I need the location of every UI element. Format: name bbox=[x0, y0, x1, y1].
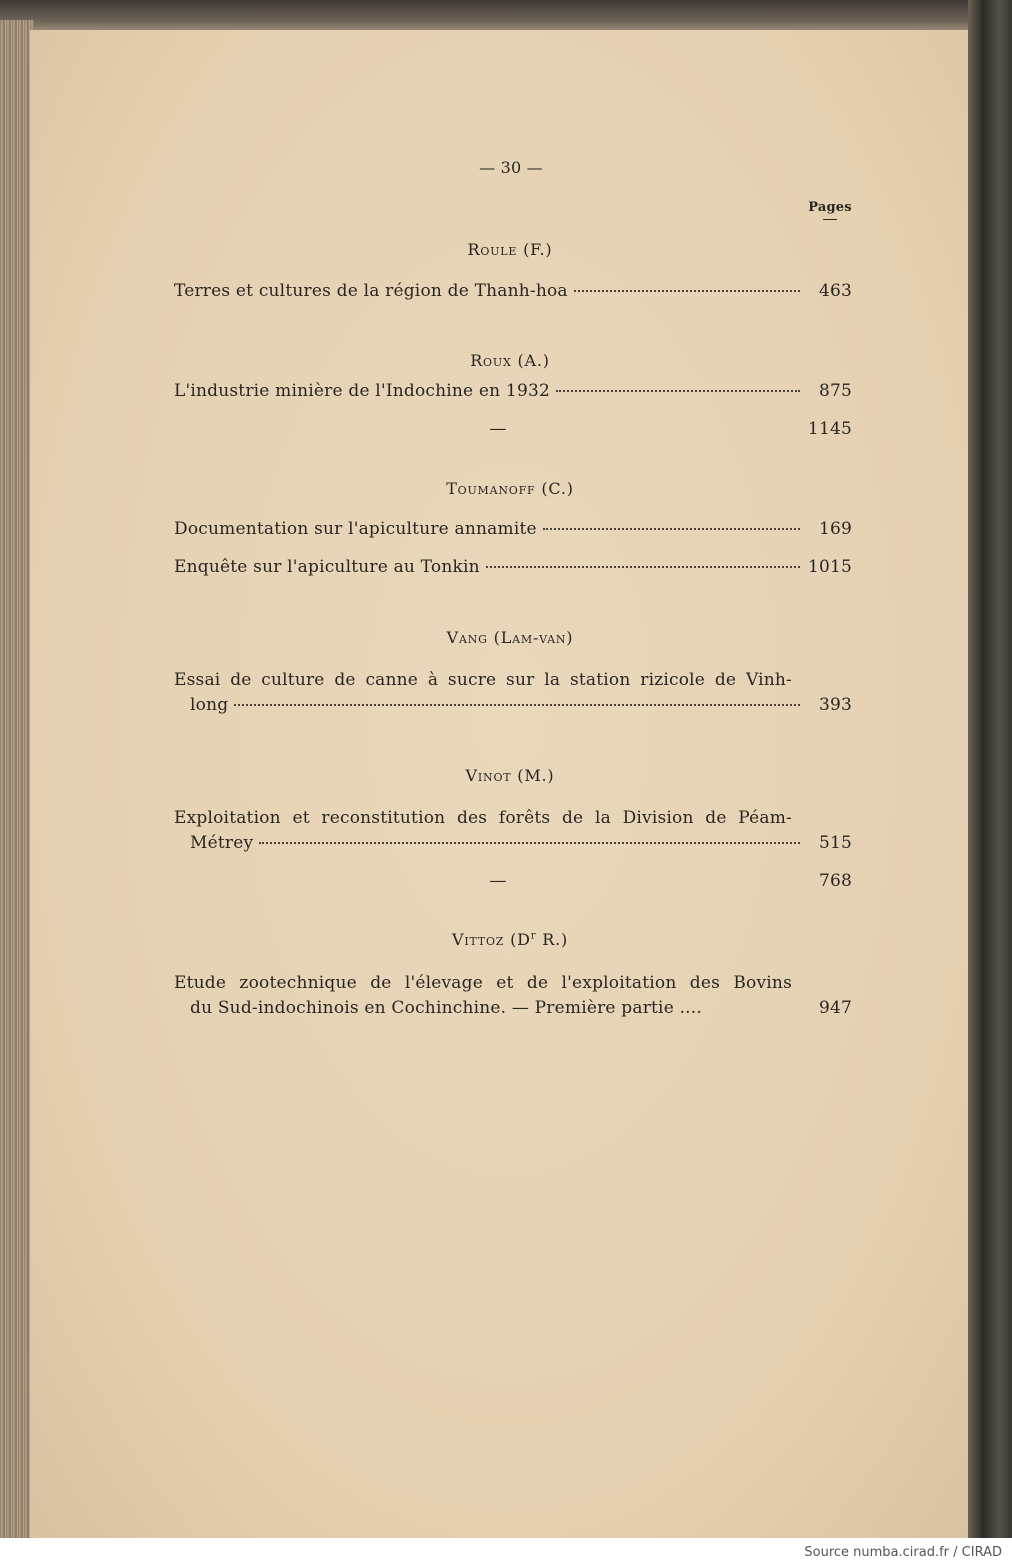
dot-leader bbox=[486, 565, 800, 568]
author-heading-roule: Roule (F.) bbox=[467, 240, 553, 259]
author-heading-vang: Vang (Lam-van) bbox=[446, 628, 574, 647]
entry-title-line1: Exploitation et reconstitution des forêts de la Division de Péam- bbox=[174, 808, 792, 828]
entry-page: 1015 bbox=[808, 557, 853, 577]
source-credit: Source numba.cirad.fr / CIRAD bbox=[804, 1545, 1002, 1560]
entry-title: Métrey bbox=[190, 833, 254, 853]
pages-label-text: Pages bbox=[808, 200, 852, 215]
entry-page: 393 bbox=[818, 695, 852, 715]
entry-title-line1: Etude zootechnique de l'élevage et de l'exploitation des Bovins bbox=[174, 973, 792, 993]
author-heading-vinot: Vinot (M.) bbox=[465, 766, 555, 785]
toc-continuation bbox=[174, 419, 852, 439]
entry-page: 875 bbox=[818, 381, 852, 401]
entry-page: 169 bbox=[818, 519, 852, 539]
dot-leader bbox=[234, 703, 800, 706]
page-edge-top bbox=[0, 0, 1012, 34]
entry-title: Terres et cultures de la région de Thanh-hoa bbox=[174, 281, 568, 301]
toc-entry bbox=[174, 381, 852, 401]
entry-title: L'industrie minière de l'Indochine en 1932 bbox=[174, 381, 550, 401]
entry-page: 463 bbox=[818, 281, 852, 301]
entry-title: Enquête sur l'apiculture au Tonkin bbox=[174, 557, 480, 577]
toc-entry bbox=[190, 998, 852, 1018]
dot-leader bbox=[556, 389, 800, 392]
toc-entry bbox=[190, 695, 852, 715]
entry-page: 768 bbox=[818, 871, 852, 891]
toc-continuation bbox=[174, 871, 852, 891]
entry-page: 515 bbox=[818, 833, 852, 853]
toc-entry bbox=[174, 519, 852, 539]
pages-column-label bbox=[800, 200, 860, 220]
ditto-dash: — bbox=[489, 419, 507, 439]
toc-entry bbox=[174, 557, 852, 577]
author-initial: R.) bbox=[536, 930, 569, 949]
page-number: — 30 — bbox=[479, 158, 543, 177]
ditto-dash: — bbox=[489, 871, 507, 891]
entry-page: 1145 bbox=[807, 419, 852, 439]
toc-entry bbox=[190, 833, 852, 853]
entry-title-line1: Essai de culture de canne à sucre sur la station rizicole de Vinh- bbox=[174, 670, 792, 690]
author-heading-toumanoff: Toumanoff (C.) bbox=[446, 479, 574, 498]
pages-label-rule bbox=[823, 219, 837, 220]
entry-title: Documentation sur l'apiculture annamite bbox=[174, 519, 537, 539]
entry-title: long bbox=[190, 695, 229, 715]
dot-leader bbox=[574, 289, 800, 292]
author-heading-vittoz bbox=[0, 930, 1012, 949]
dot-leader bbox=[259, 841, 800, 844]
author-heading-roux: Roux (A.) bbox=[470, 351, 550, 370]
toc-entry bbox=[174, 281, 852, 301]
entry-page: 947 bbox=[818, 998, 852, 1018]
dot-leader bbox=[543, 527, 800, 530]
author-name: Vittoz (D bbox=[451, 930, 531, 949]
entry-title: du Sud-indochinois en Cochinchine. — Première partie .... bbox=[190, 998, 702, 1018]
author-title-superscript: r bbox=[530, 930, 537, 942]
